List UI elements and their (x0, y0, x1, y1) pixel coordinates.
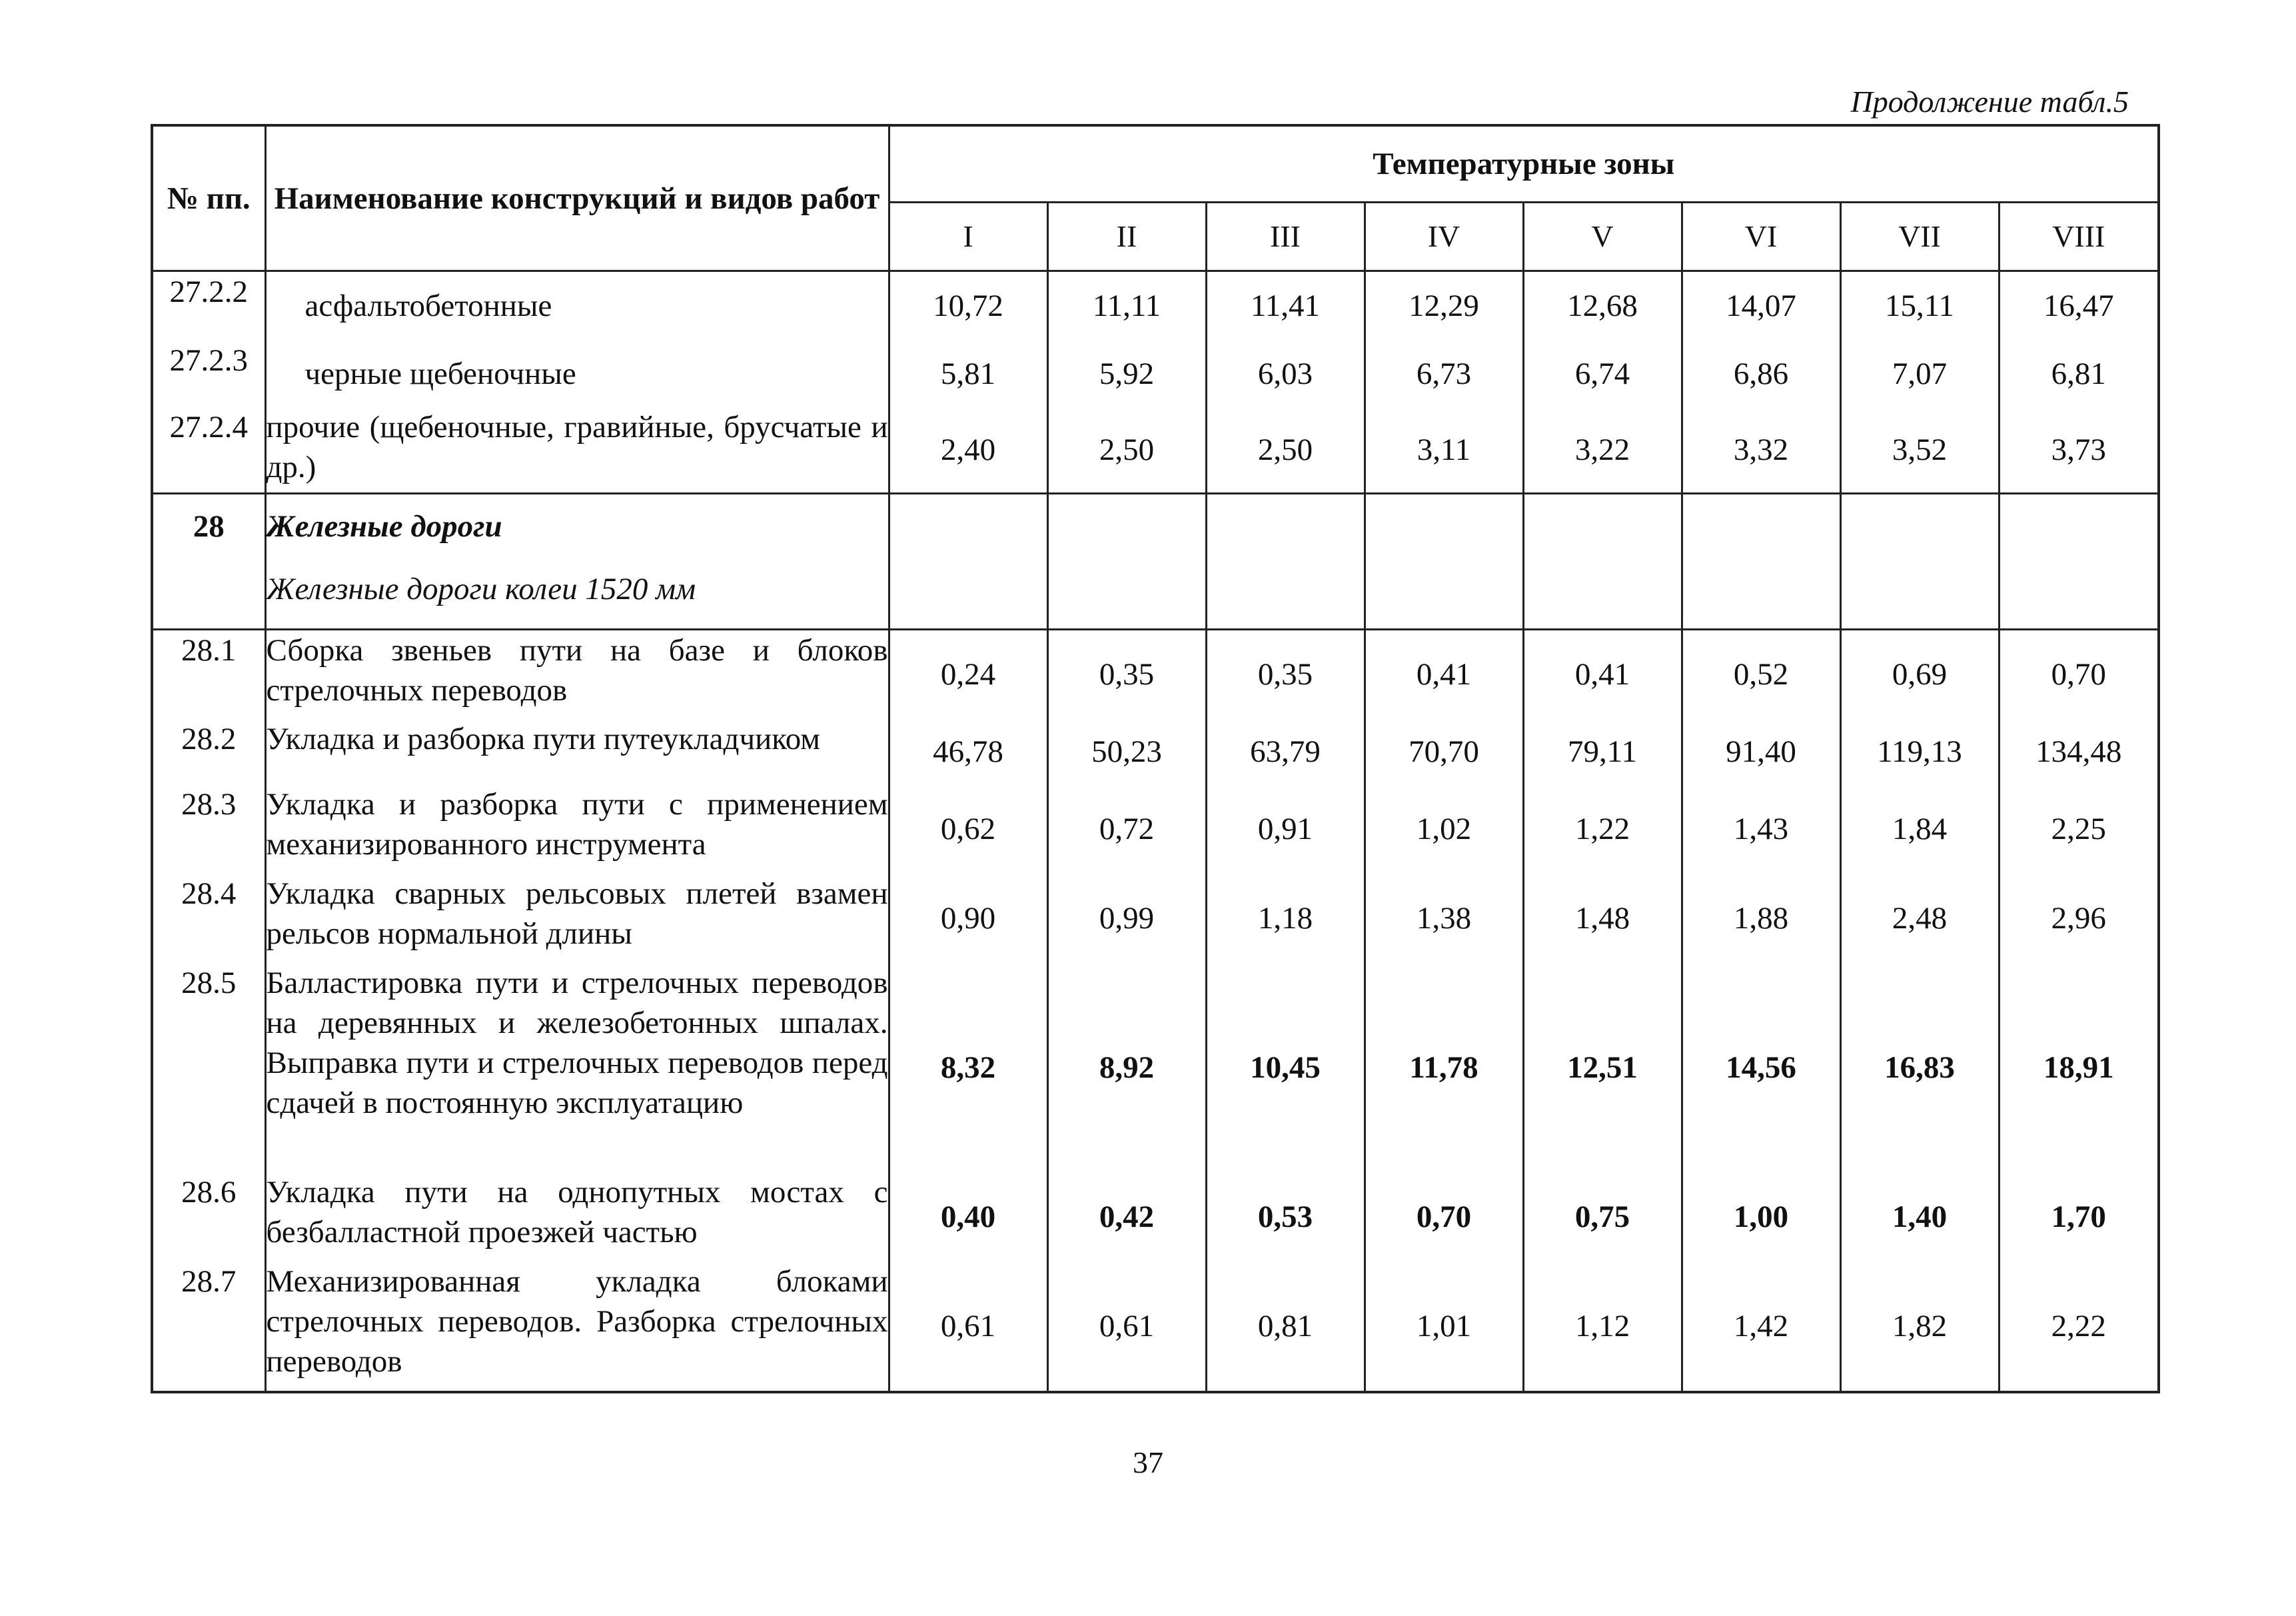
zone-value: 11,11 (1047, 271, 1206, 341)
zone-value: 0,72 (1047, 784, 1206, 874)
zone-value: 1,02 (1365, 784, 1523, 874)
row-name: прочие (щебеночные, гравийные, брусчатые и др.) (265, 407, 889, 494)
zone-header: V (1523, 203, 1682, 271)
zone-value: 6,86 (1682, 341, 1840, 407)
row-name: асфальтобетонные (265, 271, 889, 341)
zone-value: 0,24 (889, 630, 1047, 719)
zone-value: 0,69 (1840, 630, 1999, 719)
row-number: 28.6 (152, 1172, 265, 1261)
zone-value: 1,22 (1523, 784, 1682, 874)
row-name: Сборка звеньев пути на базе и блоков стрелочных переводов (265, 630, 889, 719)
section-heading (265, 494, 889, 630)
page-number: 37 (1133, 1445, 1163, 1479)
row-number: 28.5 (152, 963, 265, 1172)
zone-value: 1,43 (1682, 784, 1840, 874)
zone-value: 0,52 (1682, 630, 1840, 719)
row-number: 28.4 (152, 874, 265, 963)
zone-value: 2,50 (1206, 407, 1365, 494)
table-row (152, 407, 2159, 494)
zone-value: 10,72 (889, 271, 1047, 341)
table-row (152, 341, 2159, 407)
section-title: Железные дороги (266, 509, 502, 544)
empty-cell (1365, 494, 1523, 630)
zone-value: 6,03 (1206, 341, 1365, 407)
row-name: черные щебеночные (265, 341, 889, 407)
zone-value: 0,90 (889, 874, 1047, 963)
table-row (152, 1261, 2159, 1392)
zone-value: 18,91 (1999, 963, 2159, 1172)
zone-value: 7,07 (1840, 341, 1999, 407)
zone-value: 16,47 (1999, 271, 2159, 341)
table-continuation-label: Продолжение табл.5 (1850, 85, 2129, 119)
empty-cell (1047, 494, 1206, 630)
zone-value: 12,68 (1523, 271, 1682, 341)
section-row (152, 494, 2159, 630)
empty-cell (889, 494, 1047, 630)
empty-cell (1840, 494, 1999, 630)
zone-value: 0,70 (1365, 1172, 1523, 1261)
zone-value: 8,32 (889, 963, 1047, 1172)
row-number: 27.2.4 (152, 407, 265, 494)
empty-cell (1682, 494, 1840, 630)
zone-value: 0,41 (1365, 630, 1523, 719)
zone-value: 1,42 (1682, 1261, 1840, 1392)
section-number: 28 (152, 494, 265, 630)
header-number: № пп. (152, 125, 265, 271)
zone-value: 2,40 (889, 407, 1047, 494)
empty-cell (1523, 494, 1682, 630)
zone-header: IV (1365, 203, 1523, 271)
zone-value: 6,73 (1365, 341, 1523, 407)
zone-value: 0,53 (1206, 1172, 1365, 1261)
row-name: Укладка пути на однопутных мостах с безбалластной проезжей частью (265, 1172, 889, 1261)
row-number: 28.3 (152, 784, 265, 874)
row-number: 28.1 (152, 630, 265, 719)
row-name: Механизированная укладка блоками стрелочных переводов. Разборка стрелочных переводов (265, 1261, 889, 1392)
table-row (152, 719, 2159, 784)
zone-value: 0,61 (889, 1261, 1047, 1392)
table-row (152, 874, 2159, 963)
zone-value: 0,99 (1047, 874, 1206, 963)
zone-value: 1,01 (1365, 1261, 1523, 1392)
zone-value: 14,56 (1682, 963, 1840, 1172)
zone-header: III (1206, 203, 1365, 271)
zone-value: 6,81 (1999, 341, 2159, 407)
zone-value: 1,88 (1682, 874, 1840, 963)
empty-cell (1999, 494, 2159, 630)
row-name: Укладка и разборка пути путеукладчиком (265, 719, 889, 784)
zone-value: 3,73 (1999, 407, 2159, 494)
zone-value: 8,92 (1047, 963, 1206, 1172)
zone-header: VII (1840, 203, 1999, 271)
zone-value: 12,29 (1365, 271, 1523, 341)
zone-header: VIII (1999, 203, 2159, 271)
zone-value: 63,79 (1206, 719, 1365, 784)
zone-value: 1,12 (1523, 1261, 1682, 1392)
zone-value: 70,70 (1365, 719, 1523, 784)
zone-value: 5,81 (889, 341, 1047, 407)
row-number: 28.2 (152, 719, 265, 784)
row-name: Балластировка пути и стрелочных переводов на деревянных и железобетонных шпалах. Выправка пути и стрелочных переводов перед сдачей в постоянную эксплуатацию (265, 963, 889, 1172)
row-number: 27.2.3 (152, 341, 265, 407)
zone-value: 1,38 (1365, 874, 1523, 963)
zone-value: 1,18 (1206, 874, 1365, 963)
zone-value: 3,22 (1523, 407, 1682, 494)
zone-value: 119,13 (1840, 719, 1999, 784)
zone-value: 3,32 (1682, 407, 1840, 494)
zone-value: 2,25 (1999, 784, 2159, 874)
section-subtitle: Железные дороги колеи 1520 мм (266, 572, 696, 606)
zone-value: 16,83 (1840, 963, 1999, 1172)
table-row (152, 784, 2159, 874)
zone-value: 11,78 (1365, 963, 1523, 1172)
row-name: Укладка и разборка пути с применением механизированного инструмента (265, 784, 889, 874)
zone-value: 1,48 (1523, 874, 1682, 963)
zone-value: 1,40 (1840, 1172, 1999, 1261)
zone-value: 0,81 (1206, 1261, 1365, 1392)
zone-value: 2,96 (1999, 874, 2159, 963)
zone-value: 11,41 (1206, 271, 1365, 341)
zone-value: 5,92 (1047, 341, 1206, 407)
zone-value: 0,40 (889, 1172, 1047, 1261)
norms-table (151, 124, 2160, 1393)
table-row (152, 1172, 2159, 1261)
row-number: 27.2.2 (152, 271, 265, 341)
zone-value: 1,00 (1682, 1172, 1840, 1261)
zone-value: 0,41 (1523, 630, 1682, 719)
row-number: 28.7 (152, 1261, 265, 1392)
zone-header: II (1047, 203, 1206, 271)
row-name: Укладка сварных рельсовых плетей взамен рельсов нормальной длины (265, 874, 889, 963)
zone-value: 91,40 (1682, 719, 1840, 784)
table-row (152, 630, 2159, 719)
zone-value: 0,35 (1047, 630, 1206, 719)
zone-value: 46,78 (889, 719, 1047, 784)
zone-value: 15,11 (1840, 271, 1999, 341)
zone-value: 2,50 (1047, 407, 1206, 494)
zone-value: 1,70 (1999, 1172, 2159, 1261)
zone-value: 0,70 (1999, 630, 2159, 719)
zone-value: 3,11 (1365, 407, 1523, 494)
header-temperature-zones: Температурные зоны (889, 125, 2159, 203)
zone-value: 50,23 (1047, 719, 1206, 784)
zone-value: 1,84 (1840, 784, 1999, 874)
zone-value: 134,48 (1999, 719, 2159, 784)
zone-value: 2,48 (1840, 874, 1999, 963)
zone-value: 6,74 (1523, 341, 1682, 407)
zone-value: 0,91 (1206, 784, 1365, 874)
zone-value: 12,51 (1523, 963, 1682, 1172)
header-name: Наименование конструкций и видов работ (265, 125, 889, 271)
zone-value: 0,35 (1206, 630, 1365, 719)
table-row (152, 963, 2159, 1172)
zone-value: 0,42 (1047, 1172, 1206, 1261)
zone-header: I (889, 203, 1047, 271)
table-row (152, 271, 2159, 341)
zone-value: 0,61 (1047, 1261, 1206, 1392)
zone-value: 14,07 (1682, 271, 1840, 341)
zone-value: 3,52 (1840, 407, 1999, 494)
zone-value: 2,22 (1999, 1261, 2159, 1392)
empty-cell (1206, 494, 1365, 630)
zone-value: 1,82 (1840, 1261, 1999, 1392)
zone-header: VI (1682, 203, 1840, 271)
zone-value: 0,62 (889, 784, 1047, 874)
zone-value: 79,11 (1523, 719, 1682, 784)
zone-value: 0,75 (1523, 1172, 1682, 1261)
zone-value: 10,45 (1206, 963, 1365, 1172)
